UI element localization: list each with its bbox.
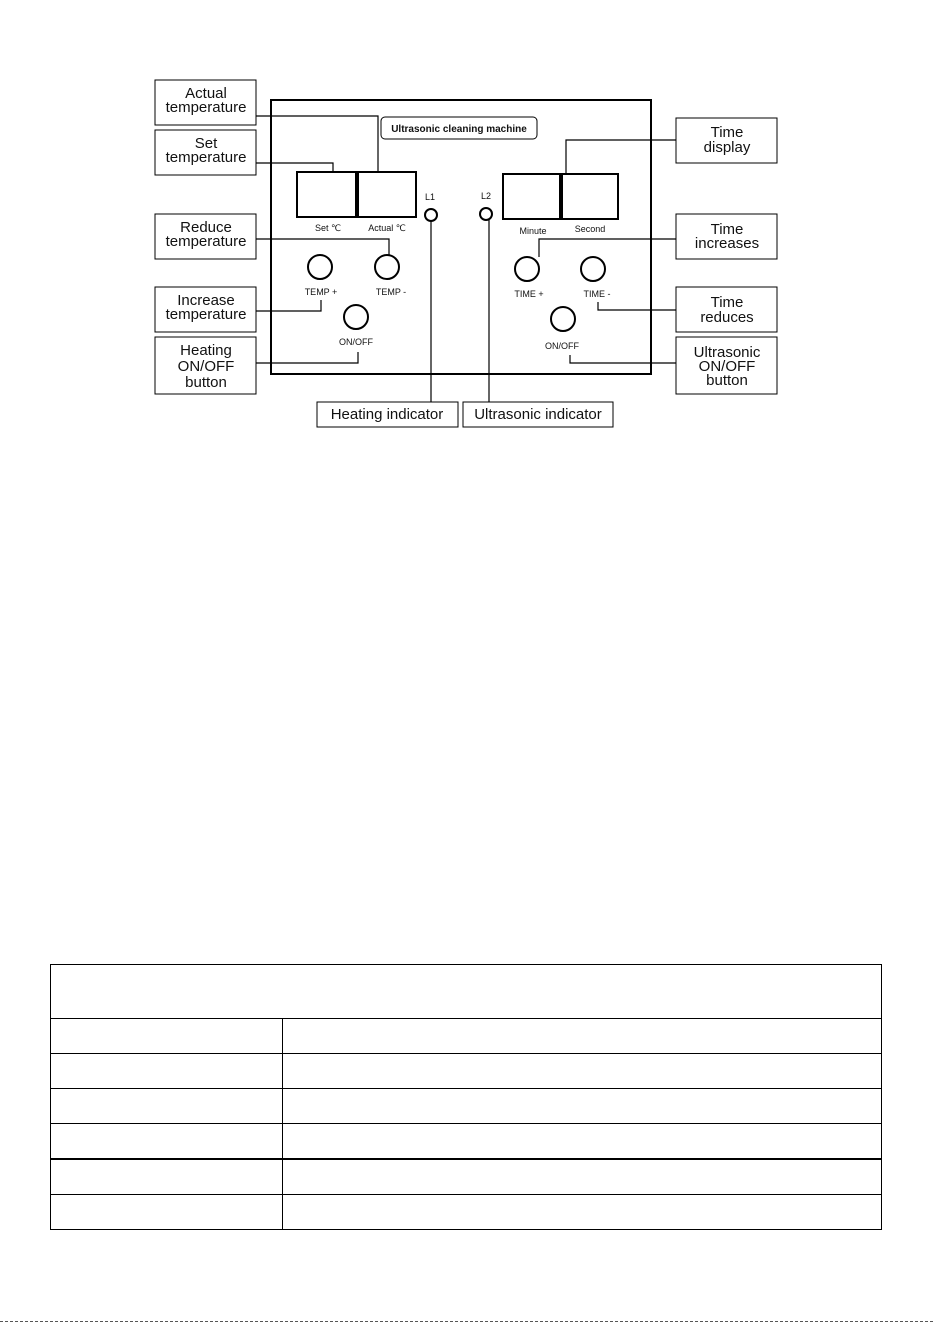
svg-text:button: button xyxy=(706,372,748,389)
callout-time-reduces xyxy=(676,287,777,332)
table-header-cell xyxy=(51,965,882,1019)
control-panel-frame xyxy=(271,100,651,374)
set-display-label: Set ℃ xyxy=(314,223,342,233)
heating-indicator-light xyxy=(425,209,437,221)
svg-text:temperature: temperature xyxy=(165,233,247,250)
l1-label: L1 xyxy=(424,192,436,202)
svg-text:Actual: Actual xyxy=(185,85,227,102)
leader-time-reduces xyxy=(598,302,676,310)
leader-ultrasonic-onoff xyxy=(570,355,676,363)
svg-text:Increase: Increase xyxy=(177,292,235,309)
table-cell xyxy=(283,1089,882,1124)
table-cell xyxy=(283,1195,882,1230)
table-cell xyxy=(51,1054,283,1089)
callout-reduce-temperature xyxy=(155,214,256,259)
table-cell xyxy=(283,1159,882,1195)
callout-heating-indicator xyxy=(317,402,458,427)
second-display-label: Second xyxy=(574,224,606,234)
time-minus-label: TIME - xyxy=(583,289,611,299)
svg-text:temperature: temperature xyxy=(165,149,247,166)
callout-set-temperature xyxy=(155,130,256,175)
temp-minus-label: TEMP - xyxy=(375,287,407,297)
time-plus-label: TIME + xyxy=(514,289,544,299)
table-cell xyxy=(51,1124,283,1160)
table-cell xyxy=(51,1159,283,1195)
table-cell xyxy=(283,1054,882,1089)
leader-reduce-temperature xyxy=(256,239,389,255)
ultrasonic-onoff-button[interactable] xyxy=(551,307,575,331)
control-panel-diagram xyxy=(0,0,933,440)
callout-increase-temperature xyxy=(155,287,256,332)
heating-onoff-label: ON/OFF xyxy=(339,337,373,347)
svg-text:ON/OFF: ON/OFF xyxy=(177,358,235,375)
callout-actual-temperature xyxy=(155,80,256,125)
callout-ultrasonic-onoff-button xyxy=(676,337,777,394)
svg-text:display: display xyxy=(703,139,751,156)
leader-increase-temperature xyxy=(256,300,321,311)
svg-text:Time: Time xyxy=(710,294,744,311)
svg-text:Ultrasonic indicator: Ultrasonic indicator xyxy=(474,406,602,423)
svg-text:button: button xyxy=(185,374,227,391)
actual-display-label: Actual ℃ xyxy=(368,223,406,233)
temp-plus-button[interactable] xyxy=(308,255,332,279)
svg-text:Reduce: Reduce xyxy=(180,219,232,236)
table-cell xyxy=(283,1124,882,1160)
minute-display-label: Minute xyxy=(519,226,547,236)
actual-temperature-display xyxy=(358,172,416,217)
svg-text:ON/OFF: ON/OFF xyxy=(698,358,756,375)
temp-minus-button[interactable] xyxy=(375,255,399,279)
panel-title: Ultrasonic cleaning machine xyxy=(391,124,527,135)
svg-text:Time: Time xyxy=(710,124,744,141)
ultrasonic-indicator-light xyxy=(480,208,492,220)
svg-text:Ultrasonic: Ultrasonic xyxy=(693,344,761,361)
svg-text:Heating: Heating xyxy=(180,342,232,359)
leader-time-increases xyxy=(539,239,676,257)
svg-text:Time: Time xyxy=(710,221,744,238)
time-plus-button[interactable] xyxy=(515,257,539,281)
set-temperature-display xyxy=(297,172,356,217)
time-minus-button[interactable] xyxy=(581,257,605,281)
callout-time-display xyxy=(676,118,777,163)
leader-time-display xyxy=(566,140,676,174)
leader-set-temperature xyxy=(256,163,333,172)
table-cell xyxy=(51,1089,283,1124)
svg-text:reduces: reduces xyxy=(700,309,754,326)
callout-heating-onoff-button xyxy=(155,337,256,394)
heating-onoff-button[interactable] xyxy=(344,305,368,329)
temp-plus-label: TEMP + xyxy=(304,287,338,297)
table-cell xyxy=(51,1019,283,1054)
page-bottom-rule xyxy=(0,1321,933,1322)
table-cell xyxy=(51,1195,283,1230)
ultrasonic-onoff-label: ON/OFF xyxy=(545,341,579,351)
l2-label: L2 xyxy=(480,191,492,201)
svg-text:Set: Set xyxy=(194,135,218,152)
minute-display xyxy=(503,174,560,219)
callout-time-increases xyxy=(676,214,777,259)
specification-table xyxy=(50,964,882,1230)
leader-lines xyxy=(256,116,676,402)
svg-text:temperature: temperature xyxy=(165,306,247,323)
svg-text:Heating indicator: Heating indicator xyxy=(330,406,444,423)
second-display xyxy=(562,174,618,219)
callout-ultrasonic-indicator xyxy=(463,402,613,427)
svg-text:temperature: temperature xyxy=(165,99,247,116)
table-cell xyxy=(283,1019,882,1054)
svg-text:increases: increases xyxy=(694,235,760,252)
